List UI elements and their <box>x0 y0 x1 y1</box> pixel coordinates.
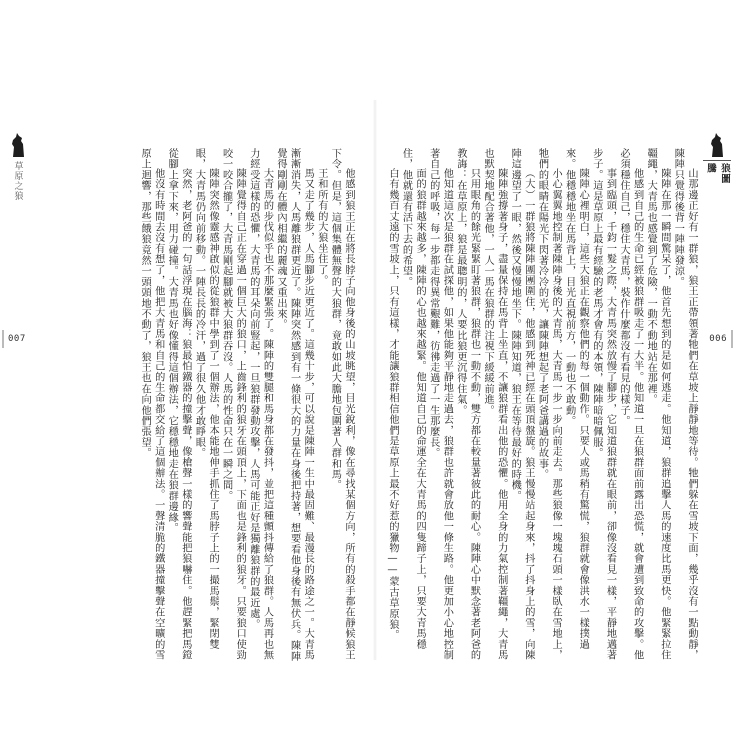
paragraph: 陳陣心裡明白，這些大狼正在觀察他們的每一個動作。只要人或馬稍有驚慌，狼群就會像洪水一樣撲過來。他穩穩地坐在馬背上，目光直視前方，一動也不敢動。 <box>563 148 589 650</box>
paragraph: 陳陣在那一瞬間驚呆了，他首先想到的是如何逃走。他知道，狼群追擊人馬的速度比馬更快。他緊緊拉住韁繩，大青馬也感覺到了危險，一動不動地站在那裡。 <box>645 148 670 661</box>
paragraph: 陳陣覺得自己正在穿過一個巨大的狼口，上齒鋒利的狼牙在頭頂上，下面也是鋒利的狼牙。只要狼口使勁咬一咬合攏了，大青馬剛起腳就被大狼群吞沒。人馬的性命只在一瞬之間。 <box>220 148 246 661</box>
paragraph: 大青馬的步伐似乎也不那麼緊張了。陳陣的雙腿和馬身都在發抖，並把這種顫抖傳給了狼群。人馬再也無力經受這樣的恐懼，大青馬的耳朵向前豎起，一旦狼群發動攻擊，人馬可能正好是獨離狼群的最近處。 <box>247 148 273 661</box>
paragraph: 突然，老阿爸的一句話浮現在腦海：狼最怕鐵器的撞擊聲，像槍聲一樣的響聲能把狼嚇住。他趕緊把馬鐙從腳上拿下來，用力碰撞。大青馬也好像懂得這個辦法，它穩穩地走在狼群邊緣。 <box>166 148 191 661</box>
paragraph: 白有幾百丈遠的雪坡上，只有這樣，才能讓狼群相信他們是草原上最不好惹的獵物——蒙古草原狼。 <box>386 168 398 641</box>
paragraph: 他感到狼王正在將長脖子向他身後的山坡眺望，目光銳利，像在尋找某個方向，所有的殺手都在靜候狼王下令。但是，這個集體無聲的大狼群，竟敢如此大膽地包圍著人群和馬。 <box>329 148 354 661</box>
right-page <box>375 118 735 661</box>
wolf-howling-icon <box>7 132 29 158</box>
paragraph: 小心翼翼地控制著陳陣身後的大青馬，大青馬一步一步向前走去。那些狼像一塊塊石頭一樣臥在雪地上，牠們的眼睛在陽光下閃著冷冷的光，讓陳陣想起了老阿爸講過的故事。 <box>536 148 562 661</box>
paragraph: 事到臨頭，千鈞一髮之際，大青馬突然放慢了腳步，它知道狼群就在眼前，卻像沒看見一樣，平靜地邁著步子。這是草原上最有經驗的老馬才會有的本領，陳陣暗暗佩服。 <box>590 148 616 661</box>
running-header-right <box>703 132 731 192</box>
page-number-rule <box>2 330 4 348</box>
paragraph: 他感到自己的生命已經被狼群吸走了一大半。他知道一旦在狼群面前露出恐慌，就會遭到致命的攻擊。他必須穩住自己，穩住大青馬，裝作什麼都沒有看見的樣子。 <box>618 148 643 661</box>
paragraph: 馬又走了幾步，人馬腳步近更近了。這幾十步，可以說是陳陣一生中最固難、最漫長的路途之一。大青馬漸漸消失，人馬離狼群更近了。陳陣突然感到有一條很大的力量在身後把持著，想要看他身後有無伏兵。陳陣覺得剛剛在體內相繼的麗魂又重出來。 <box>275 148 314 662</box>
paragraph: 山那邊正好有一群狼，狼王正帶領著牠們在草坡上靜靜地等待。牠們躲在雪坡下面，幾乎沒有一點動靜，陳陣只覺得後背一陣陣發涼。 <box>672 148 697 661</box>
left-page <box>0 118 360 662</box>
paragraph: 陳陣突然像靈感神啟似的從狼群中學到了一個辦法，他本能地伸手抓住了馬脖子上的一撮馬鬃，緊閉雙眼，大青馬仍向前移動。一陣長長的冷汗，過了很久他才敢睜眼。 <box>193 148 219 650</box>
body-text-right <box>386 148 698 668</box>
paragraph: 面的狼群越來越多，陳陣的心也越來越緊。他知道自己的命運全在大青馬的四隻蹄子上，只要大青馬穩住，他就還有活下去的希望。 <box>400 148 426 650</box>
book-title: 草原之狼 <box>12 161 23 201</box>
body-text-left <box>62 148 355 668</box>
chapter-title: 狼圖騰 <box>703 160 731 192</box>
running-header-left <box>4 132 32 201</box>
paragraph: 他沒有時間去沒有想了，他把大青馬和自己的生命都交給了這個辦法。一聲清脆的鐵器撞擊聲在空曠的雪原上迴響，那些餓狼竟然一頭頭地不動了，狼王也在向他們張望。 <box>139 148 164 661</box>
paragraph: （大）一群狼將陳陣團團圍住，他感到死神已經在頭頂盤旋。狼王慢慢站起身來，抖了抖身上的雪，向陳陣這邊望了一眼，然後又慢慢地坐下。陳陣知道，狼王在等待最好的時機。 <box>509 148 534 661</box>
paragraph: 陳陣強撐著身子，盡量保持在馬背上坐直，不讓狼群看出他的恐懼。他用全身的力氣控制著韁繩，大青馬也默契地配合著他，一人一馬在狼群的注視下緩緩前進。 <box>482 148 507 661</box>
page-number-rule <box>731 330 733 348</box>
paragraph: 只用眼角的餘光緊緊盯著狼群，狼群也一動不動，雙方都在較量著彼此的耐心。陳陣心中默念著老阿爸的教誨：在草原上，狼是最聰明的，人要比狼更沉得住氣。 <box>454 148 480 661</box>
paragraph: 他知道這次是狼群在試探他，如果他能夠平靜地走過去，狼群也許就會放他一條生路。他更加小心地控制著自己的呼吸，每一步都走得異常艱難，彷彿走過了一生那麼長。 <box>427 148 453 661</box>
wolf-howling-icon <box>706 132 728 158</box>
page-number-left: 007 <box>8 334 26 344</box>
page-number-right: 006 <box>709 334 727 344</box>
paragraph: 王和所有的大狼坐住了。 <box>315 168 327 287</box>
